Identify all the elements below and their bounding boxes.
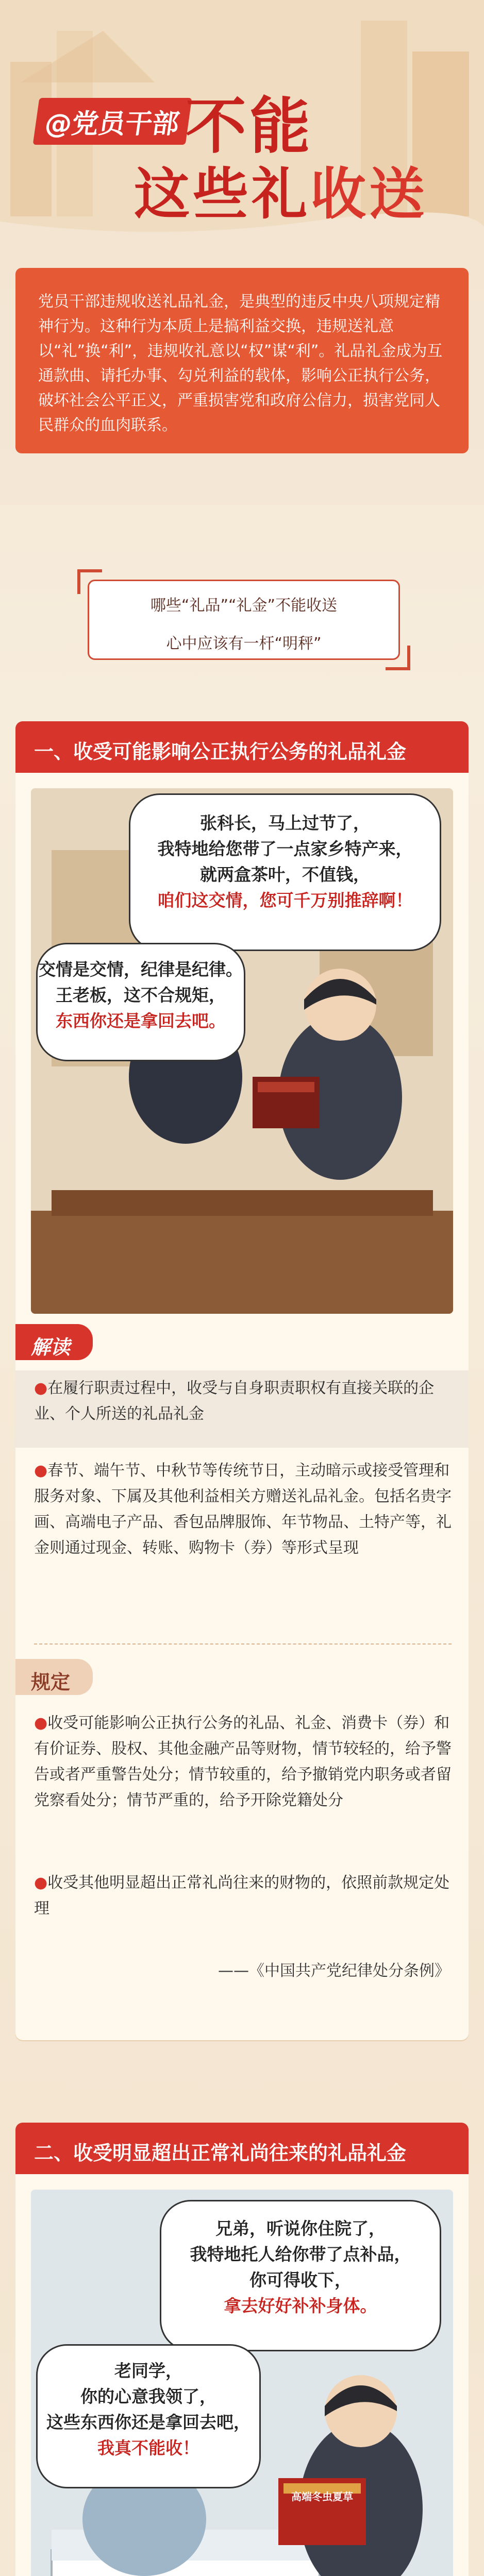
interpretation-text-1 bbox=[34, 1376, 452, 1427]
speech-line: 交情是交情，纪律是纪律。 bbox=[39, 959, 243, 979]
speech-line: 你的心意我领了， bbox=[80, 2386, 216, 2406]
speech-bubble-official bbox=[36, 943, 245, 1061]
regulation-tag bbox=[15, 1659, 93, 1695]
regulation-text-2 bbox=[34, 1870, 452, 1922]
section-title: 二、收受明显超出正常礼尚往来的礼品礼金 bbox=[34, 2142, 407, 2164]
speech-line-emphasis: 东西你还是拿回去吧。 bbox=[56, 1011, 226, 1031]
speech-line: 老同学， bbox=[114, 2361, 182, 2381]
hero-banner bbox=[0, 0, 484, 505]
regulation-text-1 bbox=[34, 1710, 452, 1814]
citation: ——《中国共产党纪律处分条例》 bbox=[218, 1962, 450, 1980]
question-line-1: 哪些“礼品”“礼金”不能收送 bbox=[150, 597, 338, 615]
interpretation-body: 在履行职责过程中，收受与自身职责职权有直接关联的企业、个人所送的礼品礼金 bbox=[34, 1379, 435, 1423]
section-card-2 bbox=[15, 2123, 469, 2576]
hero-title-second-line bbox=[134, 149, 428, 229]
section-header bbox=[15, 721, 469, 773]
bullet-icon: ● bbox=[34, 1462, 48, 1480]
speech-line: 张科长，马上过节了， bbox=[200, 813, 370, 833]
gift-box-label: 高端冬虫夏草 bbox=[291, 2490, 353, 2503]
speech-line: 兄弟，听说你住院了， bbox=[215, 2218, 386, 2239]
speech-line: 我特地托人给你带了点补品， bbox=[190, 2244, 411, 2264]
intro-text: 党员干部违规收送礼品礼金，是典型的违反中央八项规定精神行为。这种行为本质上是搞利益交换，违规送礼意以“礼”换“利”，违规收礼意以“权”谋“利”。礼品礼金成为互通款曲、请托办事、勾兑利益的载体，影响公正执行公务，破坏社会公平正义，严重损害党和政府公信力，损害党同人民群众的血肉联系。 bbox=[38, 293, 443, 434]
regulation-label: 规定 bbox=[31, 1671, 71, 1693]
bullet-icon: ● bbox=[34, 1714, 48, 1732]
speech-bubble-giver bbox=[129, 793, 441, 951]
speech-line: 你可得收下， bbox=[249, 2270, 352, 2290]
section-title: 一、收受可能影响公正执行公务的礼品礼金 bbox=[34, 740, 407, 763]
speech-line-emphasis: 我真不能收！ bbox=[97, 2438, 199, 2458]
interpretation-body: 春节、端午节、中秋节等传统节日，主动暗示或接受管理和服务对象、下属及其他利益相关方赠送礼品礼金。包括名贵字画、高端电子产品、香包品牌服饰、年节物品、土特产等，礼金则通过现金、转账、购物卡（券）等形式呈现 bbox=[34, 1462, 452, 1557]
speech-line-emphasis: 咱们这交情，您可千万别推辞啊！ bbox=[157, 890, 413, 910]
interpretation-tag bbox=[15, 1324, 93, 1360]
question-box bbox=[88, 580, 400, 660]
divider bbox=[34, 1643, 452, 1645]
intro-box bbox=[15, 268, 469, 453]
hero-title-part: 这些礼 bbox=[134, 162, 311, 227]
section-card-1 bbox=[15, 721, 469, 2040]
scene-illustration bbox=[31, 788, 453, 1314]
scene-illustration bbox=[31, 2190, 453, 2576]
question-line-2: 心中应该有一杆“明秤” bbox=[166, 635, 322, 653]
interpretation-label: 解读 bbox=[31, 1336, 71, 1359]
speech-line: 王老板，这不合规矩， bbox=[56, 985, 226, 1005]
speech-line-emphasis: 拿去好好补补身体。 bbox=[224, 2296, 377, 2316]
speech-bubble-visitor bbox=[160, 2200, 441, 2351]
speech-line: 我特地给您带了一点家乡特产来， bbox=[157, 839, 413, 859]
speech-line: 就两盒茶叶，不值钱， bbox=[200, 865, 370, 885]
hero-title-emphasis: 收送 bbox=[310, 162, 428, 227]
bullet-icon: ● bbox=[34, 1874, 48, 1892]
interpretation-text-2 bbox=[34, 1458, 452, 1561]
regulation-body: 收受可能影响公正执行公务的礼品、礼金、消费卡（券）和有价证券、股权、其他金融产品等财物，情节较轻的，给予警告或者严重警告处分；情节较重的，给予撤销党内职务或者留党察看处分；情节严重的，给予开除党籍处分 bbox=[34, 1714, 452, 1809]
speech-bubble-patient bbox=[36, 2344, 261, 2488]
regulation-body: 收受其他明显超出正常礼尚往来的财物的，依照前款规定处理 bbox=[34, 1874, 450, 1918]
section-header bbox=[15, 2123, 469, 2174]
speech-line: 这些东西你还是拿回去吧， bbox=[46, 2412, 251, 2432]
hero-title-small: @党员干部 bbox=[33, 98, 192, 145]
hero-title-big: 不能 bbox=[186, 91, 314, 162]
bullet-icon: ● bbox=[34, 1379, 48, 1397]
